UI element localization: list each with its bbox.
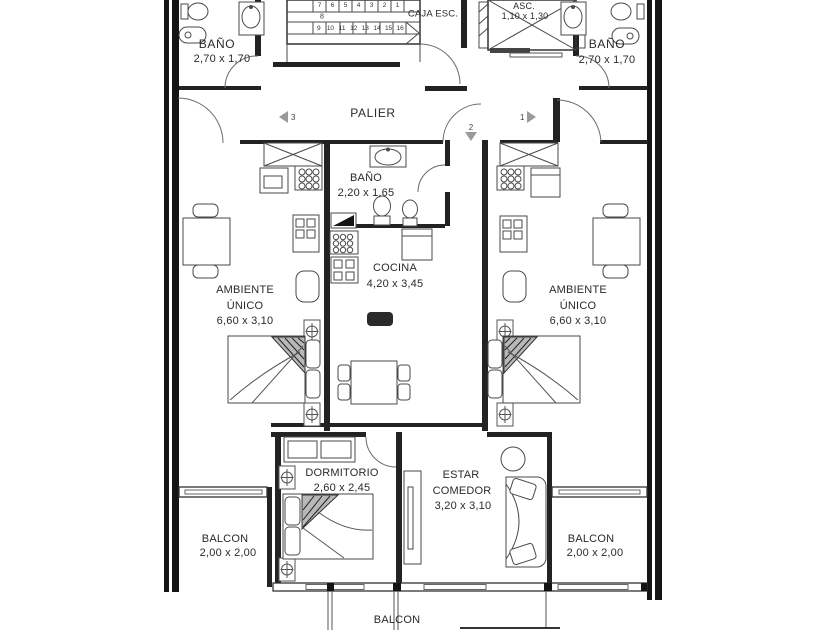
arrow-down-icon bbox=[465, 132, 477, 141]
stair-numbers-upper: 7 6 5 4 3 2 1 bbox=[317, 1, 400, 9]
label-bathroom-top-left: BAÑO bbox=[198, 37, 236, 51]
label-living-dining-dims: 3,20 x 3,10 bbox=[434, 500, 492, 512]
arrow-left-icon bbox=[279, 111, 288, 123]
label-balcony-bottom: BALCON bbox=[373, 614, 421, 626]
unit-marker-3: 3 bbox=[279, 111, 295, 123]
label-bathroom-top-right-dims: 2,70 x 1,70 bbox=[578, 54, 636, 66]
label-studio-left-2: ÚNICO bbox=[226, 300, 264, 312]
label-bathroom-center-dims: 2,20 x 1,65 bbox=[337, 187, 395, 199]
label-bedroom: DORMITORIO bbox=[305, 467, 379, 479]
label-studio-left-dims: 6,60 x 3,10 bbox=[216, 315, 274, 327]
label-elevator: ASC. bbox=[513, 1, 535, 11]
label-balcony-right-dims: 2,00 x 2,00 bbox=[566, 547, 624, 559]
label-balcony-left: BALCON bbox=[201, 533, 249, 545]
unit-marker-2: 2 bbox=[465, 123, 477, 141]
bedroom-fixtures bbox=[279, 437, 373, 581]
stair-number-landing: 8 bbox=[320, 13, 324, 21]
unit-marker-1: 1 bbox=[520, 111, 536, 123]
label-living-dining-2: COMEDOR bbox=[432, 485, 492, 497]
kitchen-center-fixtures bbox=[330, 229, 432, 404]
label-balcony-right: BALCON bbox=[567, 533, 615, 545]
label-bathroom-top-left-dims: 2,70 x 1,70 bbox=[193, 53, 251, 65]
label-bathroom-top-right: BAÑO bbox=[588, 37, 626, 51]
label-studio-right-2: ÚNICO bbox=[559, 300, 597, 312]
label-studio-right-1: AMBIENTE bbox=[549, 284, 607, 296]
label-studio-left-1: AMBIENTE bbox=[216, 284, 274, 296]
label-studio-right-dims: 6,60 x 3,10 bbox=[549, 315, 607, 327]
label-stairwell: CAJA ESC. bbox=[407, 8, 459, 20]
label-bedroom-dims: 2,60 x 2,45 bbox=[313, 482, 371, 494]
label-kitchen: COCINA bbox=[373, 262, 417, 274]
label-elevator-dims: 1,10 x 1,30 bbox=[501, 11, 549, 21]
label-bathroom-center: BAÑO bbox=[350, 172, 382, 184]
label-kitchen-dims: 4,20 x 3,45 bbox=[366, 278, 424, 290]
label-living-dining-1: ESTAR bbox=[442, 469, 480, 481]
stair-numbers-lower: 9 10 11 12 13 14 15 16 bbox=[317, 24, 404, 32]
arrow-right-icon bbox=[527, 111, 536, 123]
label-balcony-left-dims: 2,00 x 2,00 bbox=[199, 547, 257, 559]
label-hall: PALIER bbox=[350, 106, 396, 120]
